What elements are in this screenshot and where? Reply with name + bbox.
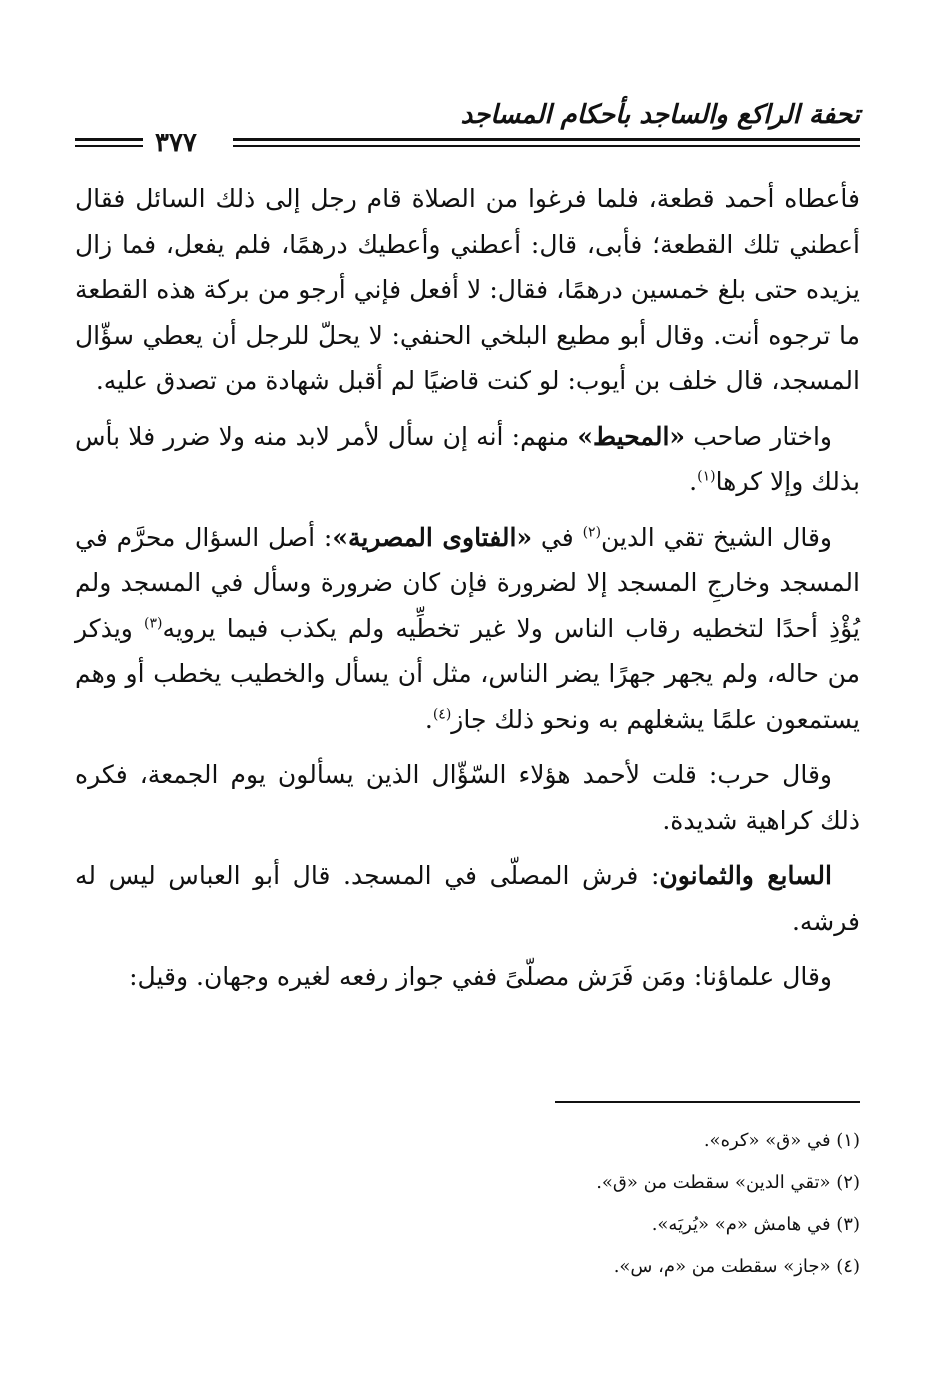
paragraph-3 bbox=[75, 515, 860, 743]
header-rule-left bbox=[75, 138, 143, 147]
paragraph-3-text-d: ويذكر من حاله، ولم يجهر جهرًا يضر الناس، مثل أن يسأل والخطيب يخطب أو وهم يستمعون علمًا يشغلهم به ونحو ذلك جاز bbox=[75, 613, 860, 734]
footnote-1: (١) في «ق» «كره». bbox=[703, 1130, 860, 1151]
page-number: ٣٧٧ bbox=[155, 128, 197, 158]
paragraph-2-end: . bbox=[689, 467, 698, 496]
paragraph-3-text-a: وقال الشيخ تقي الدين bbox=[601, 522, 833, 552]
footnote-ref-3[interactable]: (٣) bbox=[143, 615, 163, 632]
footnote-ref-4[interactable]: (٤) bbox=[432, 706, 452, 723]
paragraph-3-text-b: في bbox=[540, 522, 574, 552]
footnote-ref-1[interactable]: (١) bbox=[697, 468, 716, 485]
paragraph-2-text-b: منهم: أنه إن سأل لأمر لابد منه ولا ضرر فلا بأس بذلك وإلا كرها bbox=[75, 421, 860, 496]
book-title: تحفة الراكع والساجد بأحكام المساجد bbox=[460, 100, 860, 130]
paragraph-6: وقال علماؤنا: ومَن فَرَش مصلّىً ففي جواز رفعه لغيره وجهان. وقيل: bbox=[129, 962, 832, 991]
paragraph-2 bbox=[75, 414, 860, 505]
paragraph-5-text: : فرش المصلّى في المسجد. قال أبو العباس ليس له فرشه. bbox=[75, 861, 860, 936]
paragraph-4: وقال حرب: قلت لأحمد هؤلاء السّؤّال الذين يسألون يوم الجمعة، فكره ذلك كراهية شديدة. bbox=[75, 760, 860, 835]
paragraph-3-text-c: : أصل السؤال محرَّم في المسجد وخارجِ المسجد إلا لضرورة فإن كان ضرورة وسأل في المسجد ولم يُؤْذِ أحدًا لتخطيه رقاب الناس ولا غير تخطِّيه ولم يكذب فيما يرويه bbox=[75, 522, 860, 643]
paragraph-2-bold: «المحيط» bbox=[577, 421, 686, 451]
footnote-separator bbox=[555, 1101, 860, 1103]
footnote-ref-2[interactable]: (٢) bbox=[582, 524, 602, 541]
footnote-2: (٢) «تقي الدين» سقطت من «ق». bbox=[596, 1172, 860, 1193]
paragraph-2-text-a: واختار صاحب bbox=[693, 421, 832, 451]
paragraph-3-bold: «الفتاوى المصرية» bbox=[332, 522, 533, 552]
paragraph-3-end: . bbox=[424, 704, 433, 734]
header-rule-right bbox=[233, 138, 860, 147]
main-text bbox=[75, 176, 860, 1010]
footnotes bbox=[360, 1120, 860, 1288]
footnote-4: (٤) «جاز» سقطت من «م، س». bbox=[613, 1256, 860, 1277]
paragraph-1: فأعطاه أحمد قطعة، فلما فرغوا من الصلاة قام رجل إلى ذلك السائل فقال أعطني تلك القطعة؛ فأبى، قال: أعطني وأعطيك درهمًا، فلم يفعل، فما زال يزيده حتى بلغ خمسين درهمًا، فقال: لا أفعل فإني أرجو من بركة هذه القطعة ما ترجوه أنت. وقال أبو مطيع البلخي الحنفي: لا يحلّ للرجل أن يعطي سؤّال المسجد، قال خلف بن أيوب: لو كنت قاضيًا لم أقبل شهادة من تصدق عليه. bbox=[75, 184, 860, 395]
section-heading: السابع والثمانون bbox=[659, 861, 832, 890]
paragraph-5 bbox=[75, 853, 860, 944]
page-header bbox=[75, 100, 860, 160]
footnote-3: (٣) في هامش «م» «يُريَه». bbox=[651, 1214, 860, 1235]
